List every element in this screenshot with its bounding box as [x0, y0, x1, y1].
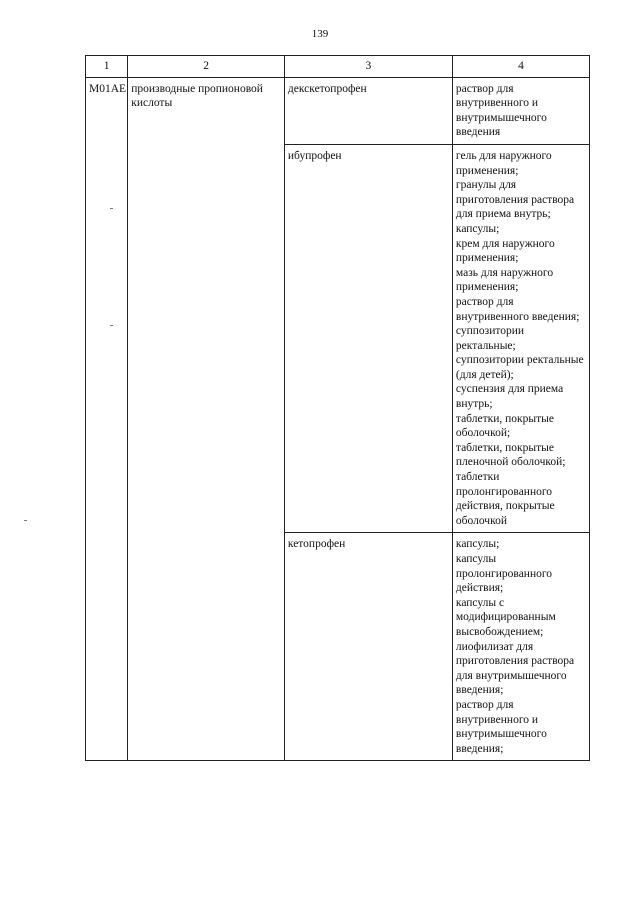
header-col-3: 3: [284, 56, 452, 78]
table-row: [86, 77, 590, 144]
dosage-form: капсулы пролонгированного действия;: [455, 553, 553, 595]
dosage-form: капсулы с модифицированным высвобождением;: [455, 596, 556, 638]
dosage-forms-cell: [452, 144, 589, 532]
dosage-form: суппозитории ректальные;: [455, 325, 525, 352]
dosage-form: гранулы для приготовления раствора для приема внутрь;: [455, 179, 575, 221]
dosage-form: раствор для внутривенного введения;: [455, 295, 580, 323]
dosage-form: суппозитории ректальные (для детей);: [455, 354, 584, 381]
dosage-form: суспензия для приема внутрь;: [455, 383, 564, 411]
drug-name-cell: декскетопрофен: [284, 77, 452, 144]
header-row: [86, 56, 590, 78]
dosage-form: капсулы;: [455, 222, 500, 235]
dosage-forms-cell: [452, 533, 589, 761]
header-col-4: 4: [452, 56, 589, 78]
group-name-cell: производные пропионовой кислоты: [128, 77, 285, 761]
header-col-1: 1: [86, 56, 128, 78]
drug-table: [85, 55, 590, 761]
scan-speck: [110, 325, 113, 326]
page-number: 139: [311, 28, 329, 40]
dosage-form: таблетки, покрытые оболочкой;: [455, 412, 554, 440]
dosage-form: таблетки пролонгированного действия, покрытые оболочкой: [455, 471, 555, 527]
drug-name-cell: ибупрофен: [284, 144, 452, 532]
dosage-form: лиофилизат для приготовления раствора для внутримышечного введения;: [455, 640, 575, 697]
dosage-form: гель для наружного применения;: [455, 149, 552, 177]
dosage-form: раствор для внутривенного и внутримышечного введения;: [455, 698, 547, 755]
header-col-2: 2: [128, 56, 285, 78]
drug-name-cell: кетопрофен: [284, 533, 452, 761]
dosage-form: мазь для наружного применения;: [455, 266, 554, 294]
dosage-form: крем для наружного применения;: [455, 237, 555, 265]
scan-speck: [110, 208, 113, 209]
dosage-form: раствор для внутривенного и внутримышечного введения: [455, 82, 547, 139]
dosage-form: капсулы;: [455, 538, 500, 551]
dosage-form: таблетки, покрытые пленочной оболочкой;: [455, 441, 566, 469]
dosage-forms-cell: [452, 77, 589, 144]
scan-speck: [24, 520, 27, 521]
atc-code-cell: M01AE: [86, 77, 128, 761]
